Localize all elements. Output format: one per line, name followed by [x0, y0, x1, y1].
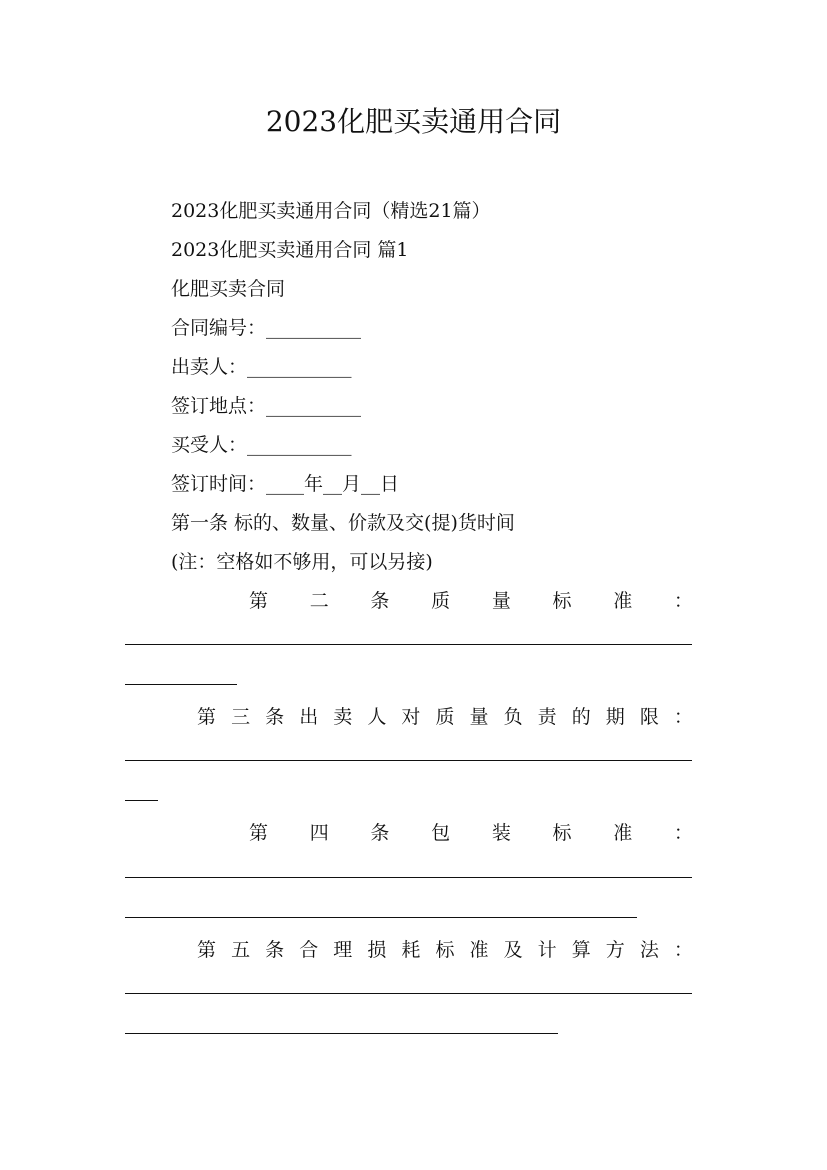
- signing-date-field: 签订时间：____年__月__日: [171, 473, 400, 495]
- clause-2-blank-line-2: [125, 684, 237, 685]
- buyer-field: 买受人：___________: [171, 434, 352, 456]
- signing-place-field: 签订地点：__________: [171, 395, 362, 417]
- clause-5-text: 第 五 条 合 理 损 耗 标 准 及 计 算 方 法 ：: [197, 939, 693, 961]
- clause-4-blank-line-1: [125, 877, 692, 878]
- clause-3-blank-line-2: [125, 800, 158, 801]
- clause-5-blank-line-2: [125, 1033, 558, 1034]
- clause-2-blank-line-1: [125, 644, 692, 645]
- clause-5-blank-line-1: [125, 993, 692, 994]
- document-title: 2023化肥买卖通用合同: [265, 105, 562, 138]
- contract-heading: 化肥买卖合同: [171, 278, 286, 300]
- contract-number-field: 合同编号：__________: [171, 317, 362, 339]
- clause-3-blank-line-1: [125, 760, 692, 761]
- clause-2-text: 第 二 条 质 量 标 准 ：: [249, 590, 693, 612]
- clause-note: (注：空格如不够用，可以另接): [171, 551, 433, 573]
- section-heading: 2023化肥买卖通用合同 篇1: [171, 239, 409, 261]
- clause-3-text: 第 三 条 出 卖 人 对 质 量 负 责 的 期 限 ：: [197, 706, 693, 728]
- subtitle-line: 2023化肥买卖通用合同（精选21篇）: [171, 200, 491, 222]
- clause-4-blank-line-2: [125, 917, 637, 918]
- seller-field: 出卖人：___________: [171, 356, 352, 378]
- clause-4-text: 第 四 条 包 装 标 准 ：: [249, 822, 693, 844]
- clause-1: 第一条 标的、数量、价款及交(提)货时间: [171, 512, 515, 534]
